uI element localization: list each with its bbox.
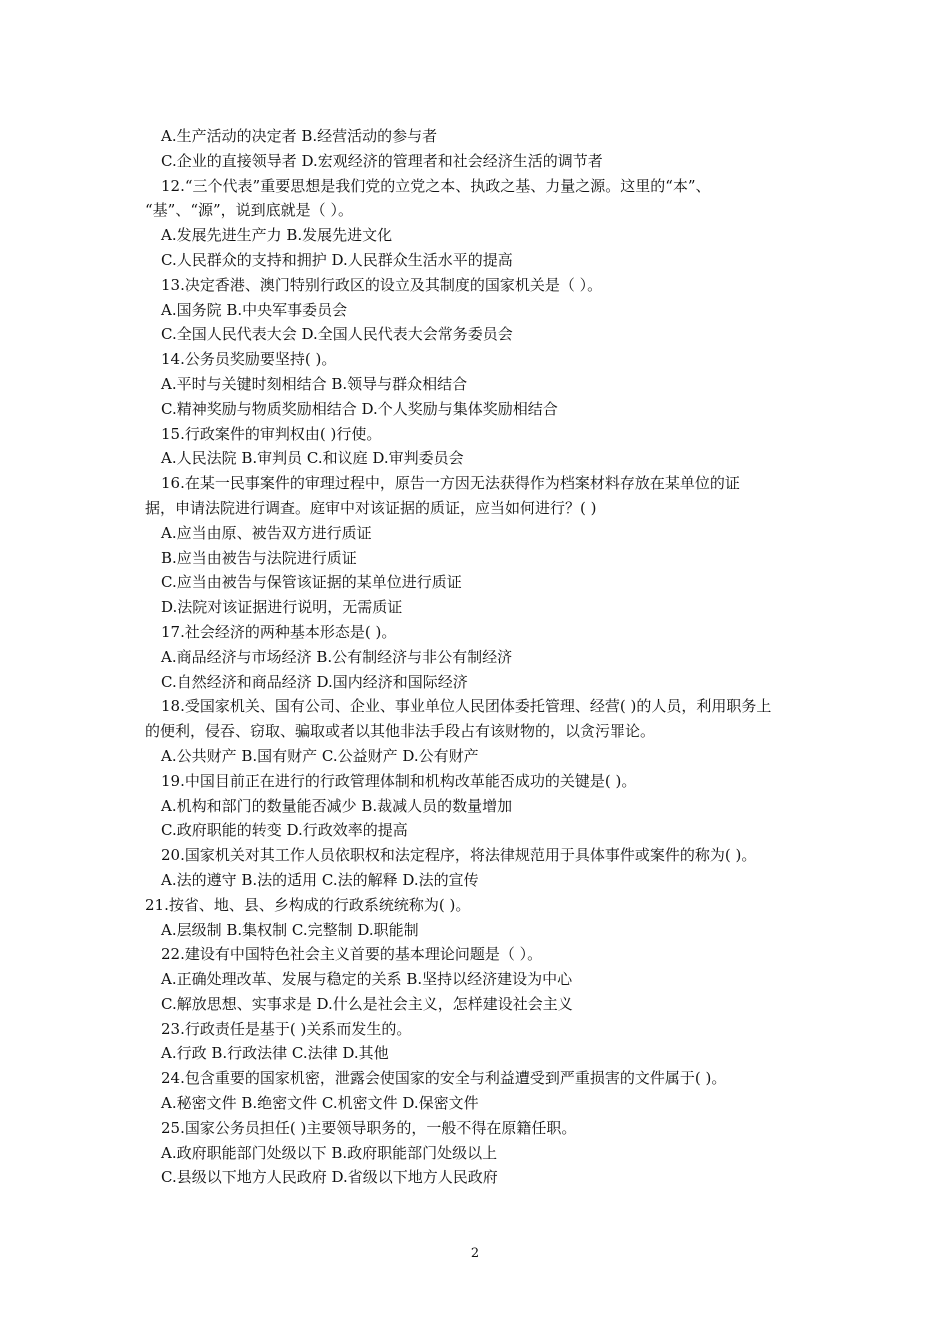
text-line: A.人民法院 B.审判员 C.和议庭 D.审判委员会 (161, 449, 464, 468)
text-line: 13.决定香港、澳门特别行政区的设立及其制度的国家机关是（ ）。 (161, 275, 603, 294)
text-line: A.公共财产 B.国有财产 C.公益财产 D.公有财产 (161, 746, 479, 765)
text-line: C.政府职能的转变 D.行政效率的提高 (161, 821, 408, 840)
text-line: 的便利，侵吞、窃取、骗取或者以其他非法手段占有该财物的，以贪污罪论。 (145, 722, 656, 741)
page-content (145, 124, 810, 1190)
text-line: C.全国人民代表大会 D.全国人民代表大会常务委员会 (161, 325, 513, 344)
page-number: 2 (470, 1246, 480, 1261)
text-line: “基”、“源”，说到底就是（ ）。 (145, 201, 353, 220)
text-line: 25.国家公务员担任( )主要领导职务的，一般不得在原籍任职。 (161, 1118, 577, 1137)
text-line: 据，申请法院进行调查。庭审中对该证据的质证，应当如何进行？( ) (145, 498, 597, 517)
text-line: C.精神奖励与物质奖励相结合 D.个人奖励与集体奖励相结合 (161, 399, 558, 418)
text-line: 20.国家机关对其工作人员依职权和法定程序，将法律规范用于具体事件或案件的称为( )。 (161, 846, 757, 865)
text-line: 16.在某一民事案件的审理过程中，原告一方因无法获得作为档案材料存放在某单位的证 (161, 474, 740, 493)
text-line: A.行政 B.行政法律 C.法律 D.其他 (161, 1044, 389, 1063)
text-line: 23.行政责任是基于( )关系而发生的。 (161, 1019, 412, 1038)
text-line: C.解放思想、实事求是 D.什么是社会主义，怎样建设社会主义 (161, 994, 573, 1013)
text-line: A.法的遵守 B.法的适用 C.法的解释 D.法的宣传 (161, 870, 479, 889)
text-line: 17.社会经济的两种基本形态是( )。 (161, 622, 397, 641)
text-line: A.政府职能部门处级以下 B.政府职能部门处级以上 (161, 1143, 498, 1162)
text-line: 12.“三个代表”重要思想是我们党的立党之本、执政之基、力量之源。这里的“本”、 (161, 176, 711, 195)
text-line: A.发展先进生产力 B.发展先进文化 (161, 226, 393, 245)
text-line: 19.中国目前正在进行的行政管理体制和机构改革能否成功的关键是( )。 (161, 771, 637, 790)
text-line: C.县级以下地方人民政府 D.省级以下地方人民政府 (161, 1168, 498, 1187)
text-line: C.人民群众的支持和拥护 D.人民群众生活水平的提高 (161, 250, 513, 269)
text-line: 21.按省、地、县、乡构成的行政系统统称为( )。 (145, 895, 471, 914)
text-line: A.国务院 B.中央军事委员会 (161, 300, 348, 319)
text-line: A.层级制 B.集权制 C.完整制 D.职能制 (161, 920, 419, 939)
text-line: A.正确处理改革、发展与稳定的关系 B.坚持以经济建设为中心 (161, 970, 573, 989)
text-line: B.应当由被告与法院进行质证 (161, 548, 357, 567)
text-line: C.企业的直接领导者 D.宏观经济的管理者和社会经济生活的调节者 (161, 151, 603, 170)
text-line: A.秘密文件 B.绝密文件 C.机密文件 D.保密文件 (161, 1094, 479, 1113)
text-line: 22.建设有中国特色社会主义首要的基本理论问题是（ ）。 (161, 945, 543, 964)
text-line: 18.受国家机关、国有公司、企业、事业单位人民团体委托管理、经营( )的人员，利用职务上 (161, 697, 772, 716)
text-line: A.生产活动的决定者 B.经营活动的参与者 (161, 127, 438, 145)
text-line: A.平时与关键时刻相结合 B.领导与群众相结合 (161, 374, 468, 393)
text-line: C.自然经济和商品经济 D.国内经济和国际经济 (161, 672, 468, 691)
text-line: A.机构和部门的数量能否减少 B.裁减人员的数量增加 (161, 796, 513, 815)
text-line: 14.公务员奖励要坚持( )。 (161, 350, 337, 369)
text-line: A.应当由原、被告双方进行质证 (161, 523, 372, 542)
text-line: C.应当由被告与保管该证据的某单位进行质证 (161, 573, 462, 592)
text-line: D.法院对该证据进行说明，无需质证 (161, 598, 403, 617)
text-line: A.商品经济与市场经济 B.公有制经济与非公有制经济 (161, 647, 513, 666)
text-line: 24.包含重要的国家机密，泄露会使国家的安全与利益遭受到严重损害的文件属于( )。 (161, 1069, 727, 1088)
text-line: 15.行政案件的审判权由( )行使。 (161, 424, 382, 443)
